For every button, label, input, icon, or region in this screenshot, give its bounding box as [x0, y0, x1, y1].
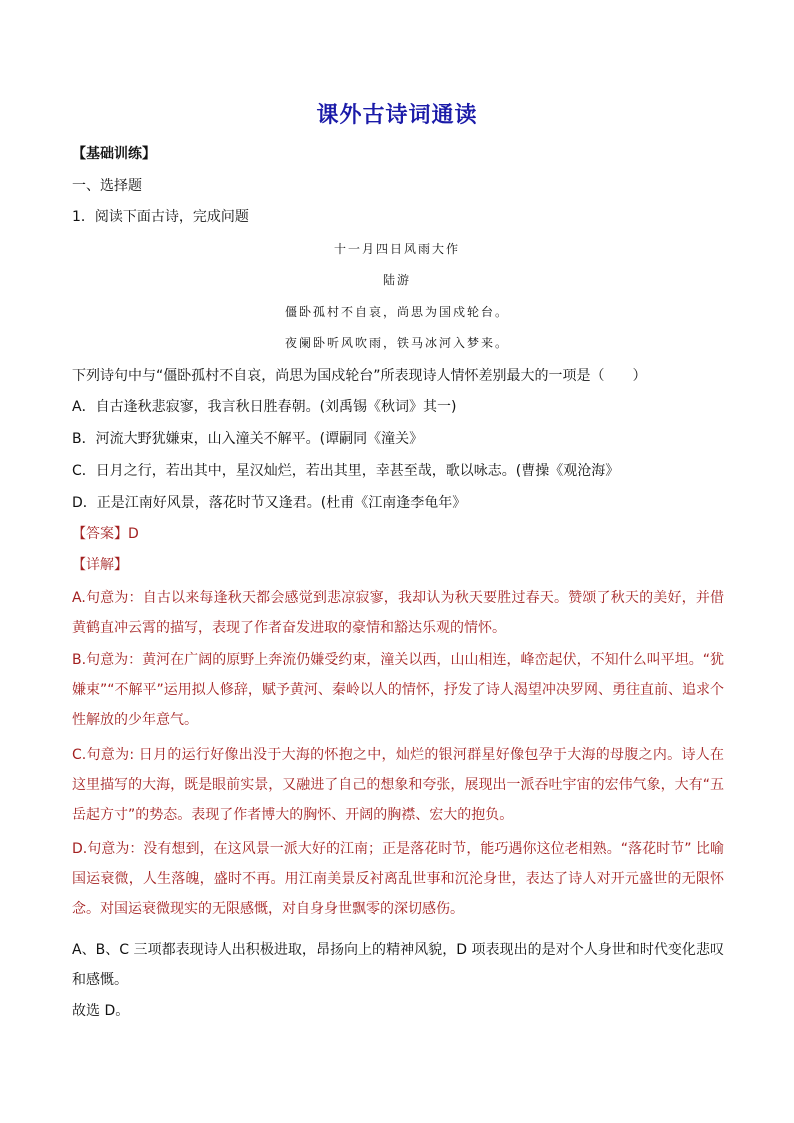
poem-author: 陆游 — [382, 273, 411, 287]
answer-label: 【答案】D — [72, 526, 139, 542]
detail-d: D.句意为：没有想到，在这风景一派大好的江南；正是落花时节，能巧遇你这位老相熟。“落花时节” 比喻国运衰微，人生落魄，盛时不再。用江南美景反衬离乱世事和沉沦身世，表达了诗人对开元盛世的无限怀念。对国运衰微现实的无限感慨，对自身身世飘零的深切感伤。 — [72, 841, 724, 917]
detail-a: A.句意为：自古以来每逢秋天都会感觉到悲凉寂寥，我却认为秋天要胜过春天。赞颂了秋天的美好，并借黄鹤直冲云霄的描写，表现了作者奋发进取的豪情和豁达乐观的情怀。 — [72, 590, 724, 636]
poem-title: 十一月四日风雨大作 — [333, 242, 460, 256]
detail-summary: A、B、C 三项都表现诗人出积极进取，昂扬向上的精神风貌，D 项表现出的是对个人身世和时代变化悲叹和感慨。 — [72, 942, 724, 988]
detail-c: C.句意为: 日月的运行好像出没于大海的怀抱之中，灿烂的银河群星好像包孕于大海的母腹之内。诗人在这里描写的大海，既是眼前实景，又融进了自己的想象和夸张，展现出一派吞吐宇宙的宏伟气象，大有“五岳起方寸”的势态。表现了作者博大的胸怀、开阔的胸襟、宏大的抱负。 — [72, 747, 724, 823]
section-label: 【基础训练】 — [72, 146, 156, 162]
option-b: B．河流大野犹嫌束，山入潼关不解平。(谭嗣同《潼关》 — [72, 431, 424, 447]
detail-conclusion: 故选 D。 — [72, 1003, 130, 1019]
option-c: C．日月之行，若出其中，星汉灿烂，若出其里，幸甚至哉，歌以咏志。(曹操《观沧海》 — [72, 463, 620, 479]
option-d: D．正是江南好风景，落花时节又逢君。(杜甫《江南逢李龟年》 — [72, 495, 467, 511]
option-a: A．自古逢秋悲寂寥，我言秋日胜春朝。(刘禹锡《秋词》其一) — [72, 399, 457, 415]
part-heading: 一、选择题 — [72, 178, 142, 194]
poem-line-1: 僵卧孤村不自哀，尚思为国戍轮台。 — [284, 305, 509, 319]
detail-label: 【详解】 — [72, 557, 128, 573]
question-prompt: 1．阅读下面古诗，完成问题 — [72, 209, 249, 225]
detail-b: B.句意为：黄河在广阔的原野上奔流仍嫌受约束，潼关以西，山山相连，峰峦起伏，不知什么叫平坦。“犹嫌束”“不解平”运用拟人修辞，赋予黄河、秦岭以人的情怀，抒发了诗人渴望冲决罗网、勇往直前、追求个性解放的少年意气。 — [72, 652, 724, 728]
page-title: 课外古诗词通读 — [316, 103, 478, 128]
question-stem: 下列诗句中与“僵卧孤村不自哀，尚思为国戍轮台”所表现诗人情怀差别最大的一项是（ ） — [72, 368, 647, 384]
poem-line-2: 夜阑卧听风吹雨，铁马冰河入梦来。 — [284, 336, 509, 350]
